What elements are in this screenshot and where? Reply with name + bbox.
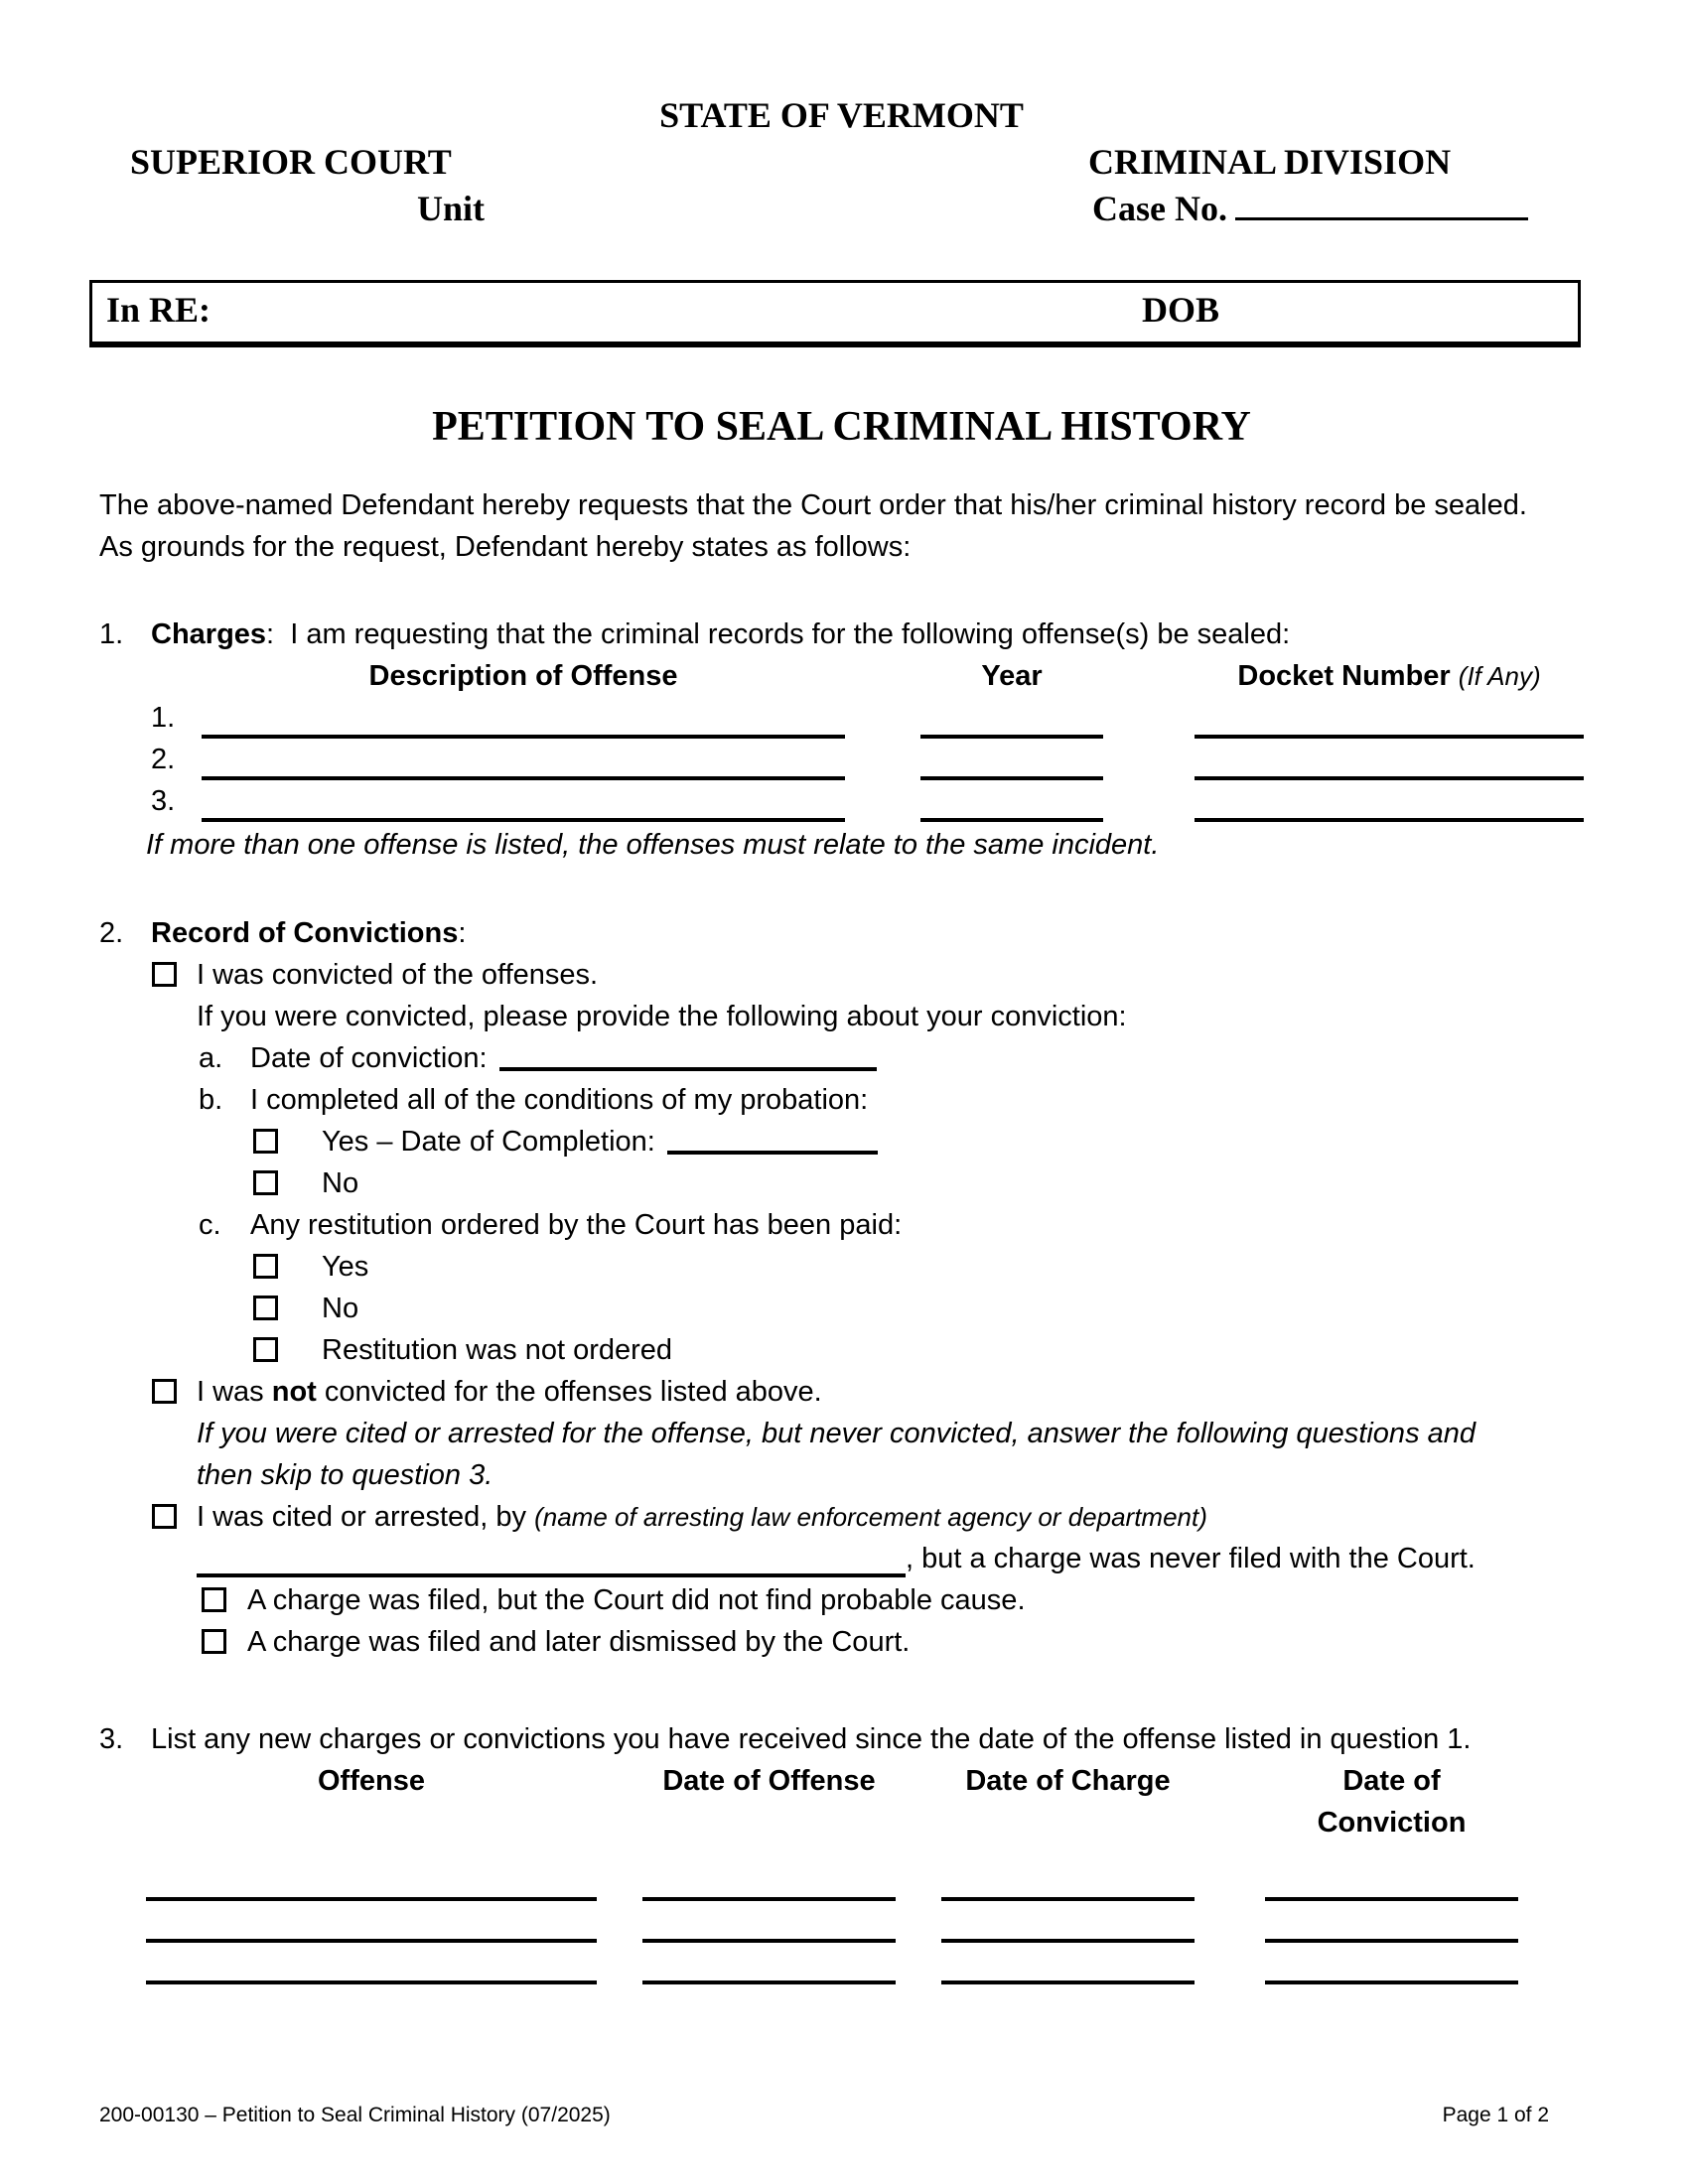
probation-conditions-label: I completed all of the conditions of my probation: <box>250 1084 869 1116</box>
convicted-option <box>99 954 1584 996</box>
checkbox-restitution-yes[interactable] <box>253 1254 278 1279</box>
item-b-letter: b. <box>199 1084 223 1116</box>
checkbox-charge-dismissed[interactable] <box>202 1629 226 1654</box>
not-convicted-hint: If you were cited or arrested for the offense, but never convicted, answer the following questions and then skip to question 3. <box>197 1418 1477 1491</box>
not-convicted-label: I was not convicted for the offenses listed above. <box>197 1376 822 1408</box>
charge-1-docket-line[interactable] <box>1195 695 1584 739</box>
section-3-number: 3. <box>99 1723 124 1755</box>
section-2-heading: Record of Convictions: <box>151 917 467 949</box>
charge-2-year-line[interactable] <box>920 737 1103 780</box>
arresting-agency-note: (name of arresting law enforcement agency or department) <box>534 1502 1207 1532</box>
convicted-label: I was convicted of the offenses. <box>197 959 599 991</box>
charge-dismissed-option <box>99 1621 1584 1663</box>
column-date-of-conviction: Date of Conviction <box>1317 1765 1467 1839</box>
section-1-text <box>151 614 1584 655</box>
section-charges <box>99 614 1584 866</box>
record-of-convictions-label: Record of Convictions <box>151 917 459 949</box>
convicted-hint: If you were convicted, please provide the following about your conviction: <box>197 1001 1127 1032</box>
court-name: SUPERIOR COURT <box>130 142 452 182</box>
item-b <box>99 1079 1584 1121</box>
section-1-number: 1. <box>99 618 124 650</box>
charge-no-probable-cause-label: A charge was filed, but the Court did not find probable cause. <box>247 1584 1026 1616</box>
checkbox-probation-yes[interactable] <box>253 1129 278 1154</box>
charge-row-3 <box>99 780 1584 822</box>
intro-paragraph <box>99 484 1584 568</box>
date-of-completion-line[interactable] <box>667 1121 878 1155</box>
item-c-letter: c. <box>199 1209 221 1241</box>
arresting-agency-line[interactable] <box>197 1544 906 1577</box>
in-re-label: In RE: <box>106 290 211 330</box>
charge-1-description-line[interactable] <box>202 695 845 739</box>
date-of-offense-line-1[interactable] <box>642 1857 896 1901</box>
date-of-conviction-label: Date of conviction: <box>250 1042 488 1074</box>
checkbox-convicted[interactable] <box>152 962 177 987</box>
charge-2-docket-line[interactable] <box>1195 737 1584 780</box>
letterhead <box>99 95 1584 244</box>
column-date-of-offense: Date of Offense <box>662 1765 876 1797</box>
case-number-field <box>1092 189 1528 228</box>
checkbox-charge-no-probable-cause[interactable] <box>202 1587 226 1612</box>
offense-line-3[interactable] <box>146 1941 597 1984</box>
division-name: CRIMINAL DIVISION <box>1088 142 1452 182</box>
date-of-conviction-line[interactable] <box>499 1037 877 1071</box>
charges-table-header <box>99 655 1584 697</box>
column-description-of-offense: Description of Offense <box>368 660 678 692</box>
new-charges-table-header <box>99 1760 1584 1843</box>
section-2-number: 2. <box>99 917 124 949</box>
case-no-label: Case No. <box>1092 189 1227 228</box>
restitution-not-ordered-option <box>99 1329 1584 1371</box>
column-year: Year <box>981 660 1043 692</box>
cited-option <box>99 1496 1584 1538</box>
restitution-yes-label: Yes <box>322 1251 369 1283</box>
item-a <box>99 1037 1584 1079</box>
date-of-charge-line-1[interactable] <box>941 1857 1195 1901</box>
charges-label: Charges <box>151 618 267 650</box>
date-of-charge-line-3[interactable] <box>941 1941 1195 1984</box>
offense-line-2[interactable] <box>146 1899 597 1943</box>
checkbox-restitution-no[interactable] <box>253 1296 278 1320</box>
charge-3-year-line[interactable] <box>920 778 1103 822</box>
intro-line-2: As grounds for the request, Defendant hereby states as follows: <box>99 531 912 563</box>
charges-instruction: : I am requesting that the criminal records for the following offense(s) be sealed: <box>266 618 1291 650</box>
in-re-box <box>89 280 1581 347</box>
charge-3-docket-line[interactable] <box>1195 778 1584 822</box>
new-charge-row-2 <box>146 1901 1584 1943</box>
section-3-text: List any new charges or convictions you have received since the date of the offense listed in question 1. <box>151 1723 1472 1755</box>
checkbox-restitution-not-ordered[interactable] <box>253 1337 278 1362</box>
section-record-of-convictions <box>99 912 1584 1663</box>
cited-label: I was cited or arrested, by (name of arresting law enforcement agency or department) <box>197 1501 1207 1533</box>
probation-no-label: No <box>322 1167 359 1199</box>
charges-incident-note: If more than one offense is listed, the offenses must relate to the same incident. <box>146 829 1160 861</box>
column-date-of-charge: Date of Charge <box>965 1765 1171 1797</box>
restitution-yes-option <box>99 1246 1584 1288</box>
unit-label: Unit <box>417 189 486 228</box>
date-of-charge-line-2[interactable] <box>941 1899 1195 1943</box>
date-of-conviction-line-2[interactable] <box>1265 1899 1518 1943</box>
state-title: STATE OF VERMONT <box>659 95 1024 135</box>
offense-line-1[interactable] <box>146 1857 597 1901</box>
date-of-conviction-line-1[interactable] <box>1265 1857 1518 1901</box>
section-new-charges <box>99 1718 1584 1984</box>
case-no-line[interactable] <box>1235 190 1528 220</box>
checkbox-cited-arrested[interactable] <box>152 1504 177 1529</box>
charge-row-1-number: 1. <box>151 702 176 734</box>
intro-line-1: The above-named Defendant hereby requests that the Court order that his/her criminal history record be sealed. <box>99 489 1527 521</box>
charge-row-2 <box>99 739 1584 780</box>
probation-yes-option <box>99 1121 1584 1162</box>
cited-post-text: , but a charge was never filed with the Court. <box>906 1543 1476 1574</box>
docket-if-any-note: (If Any) <box>1458 661 1541 691</box>
footer-form-number: 200-00130 – Petition to Seal Criminal History (07/2025) <box>99 2104 611 2126</box>
charge-row-2-number: 2. <box>151 744 176 775</box>
not-convicted-option <box>99 1371 1584 1413</box>
page-footer <box>99 2103 1584 2128</box>
probation-yes-label: Yes – Date of Completion: <box>322 1126 655 1158</box>
charge-row-3-number: 3. <box>151 785 176 817</box>
charge-row-1 <box>99 697 1584 739</box>
dob-label: DOB <box>1142 290 1220 330</box>
restitution-label: Any restitution ordered by the Court has been paid: <box>250 1209 903 1241</box>
charge-no-probable-cause-option <box>99 1579 1584 1621</box>
charge-1-year-line[interactable] <box>920 695 1103 739</box>
column-offense: Offense <box>318 1765 425 1797</box>
restitution-no-option <box>99 1288 1584 1329</box>
page-title: PETITION TO SEAL CRIMINAL HISTORY <box>432 404 1251 450</box>
date-of-conviction-line-3[interactable] <box>1265 1941 1518 1984</box>
restitution-not-ordered-label: Restitution was not ordered <box>322 1334 673 1366</box>
charge-3-description-line[interactable] <box>202 778 845 822</box>
charge-dismissed-label: A charge was filed and later dismissed by the Court. <box>247 1626 911 1658</box>
footer-page-number: Page 1 of 2 <box>1442 2104 1549 2126</box>
cited-agency-line-row <box>197 1538 1584 1579</box>
probation-no-option <box>99 1162 1584 1204</box>
charge-2-description-line[interactable] <box>202 737 845 780</box>
column-docket-number: Docket Number (If Any) <box>1237 660 1541 692</box>
restitution-no-label: No <box>322 1293 359 1324</box>
new-charge-row-3 <box>146 1943 1584 1984</box>
date-of-offense-line-2[interactable] <box>642 1899 896 1943</box>
item-c <box>99 1204 1584 1246</box>
checkbox-not-convicted[interactable] <box>152 1379 177 1404</box>
date-of-offense-line-3[interactable] <box>642 1941 896 1984</box>
new-charge-row-1 <box>146 1859 1584 1901</box>
item-a-letter: a. <box>199 1042 223 1074</box>
checkbox-probation-no[interactable] <box>253 1170 278 1195</box>
